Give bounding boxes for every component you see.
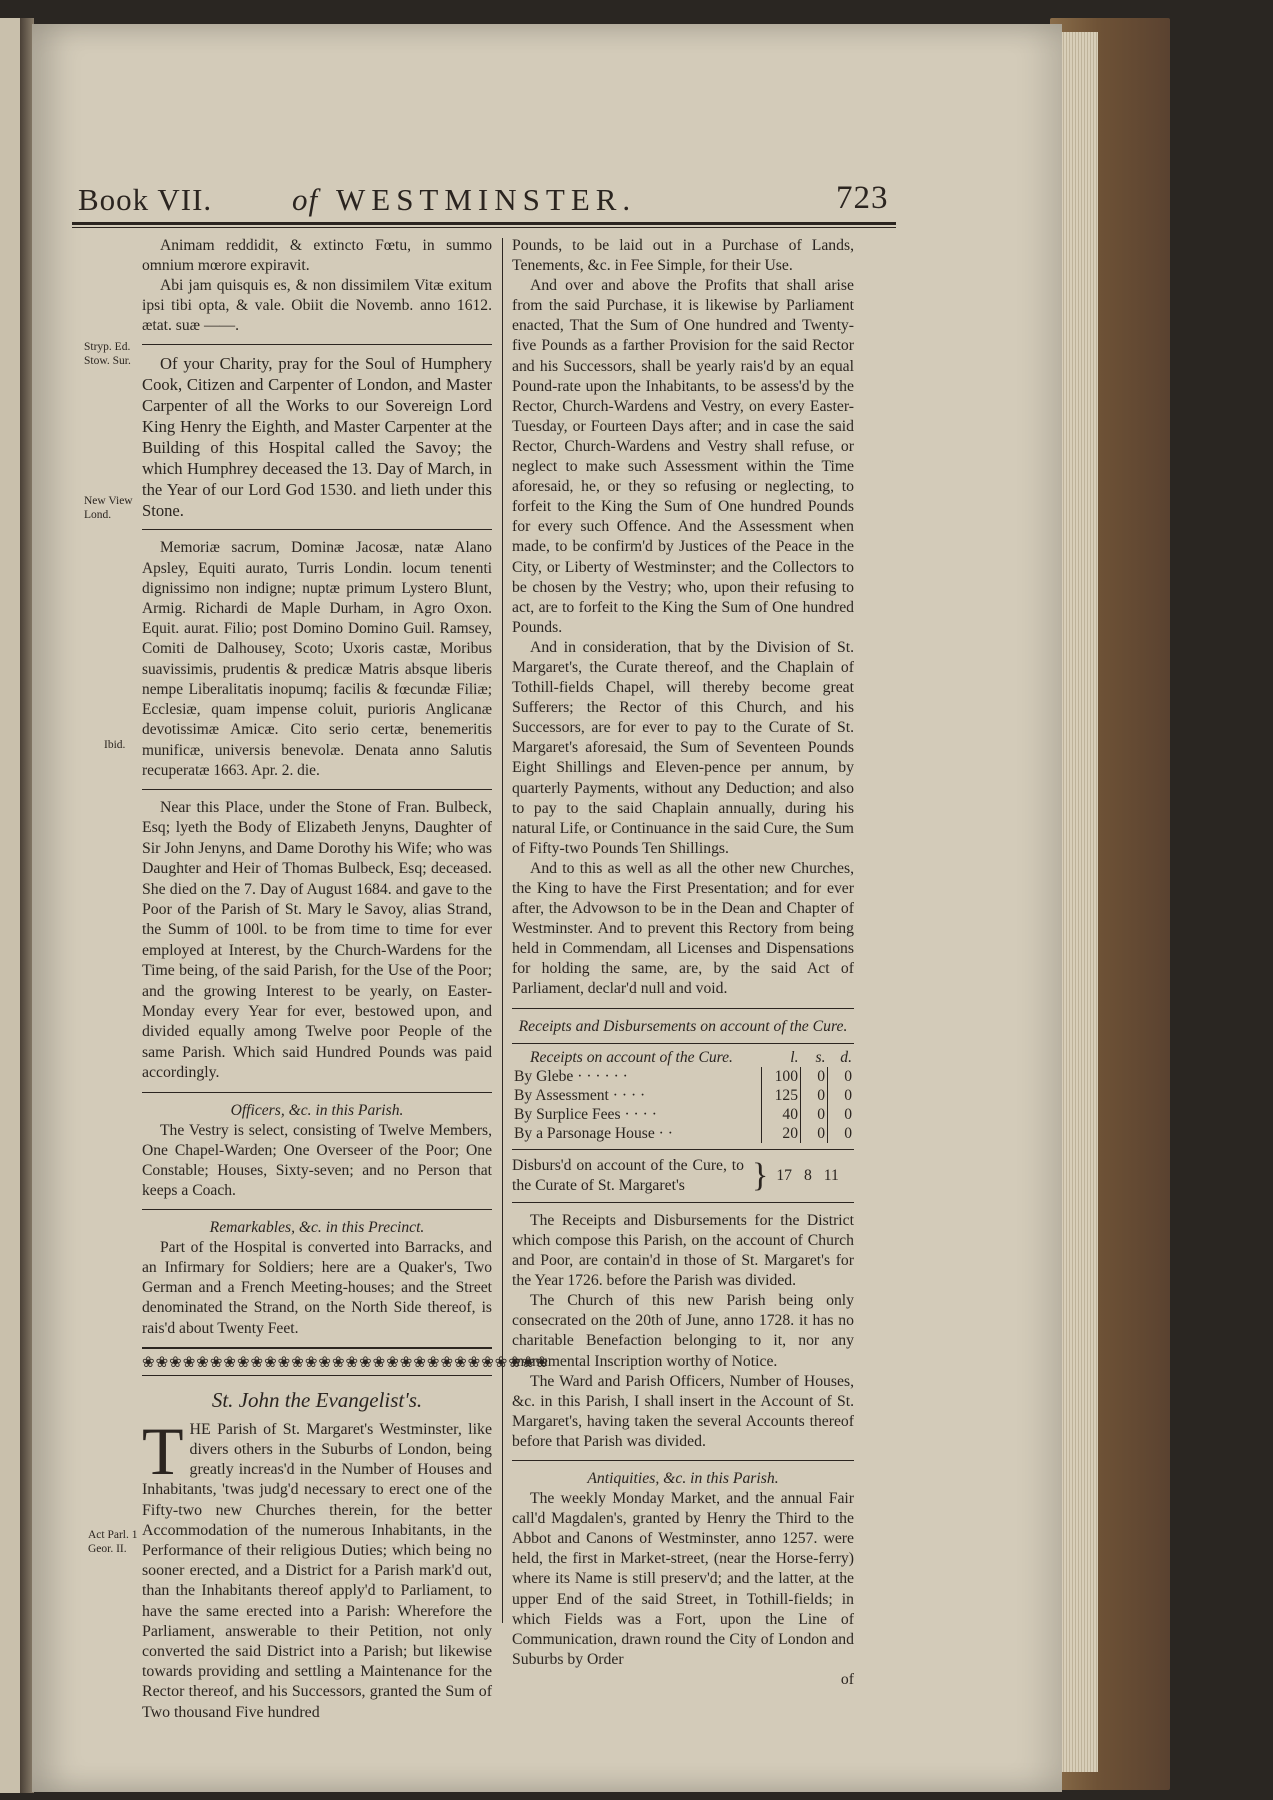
- page-edges: [1058, 32, 1098, 1772]
- table-header-cell: Receipts on account of the Cure.: [530, 1048, 733, 1066]
- rule: [142, 1347, 492, 1349]
- rule: [512, 1149, 854, 1150]
- page-number: 723: [836, 180, 889, 216]
- text-ward-officers: The Ward and Parish Officers, Number of Houses, &c. in this Parish, I shall insert in the Account of St. Margaret's, having taken the several Accounts thereof before that Parish was divided.: [512, 1372, 854, 1450]
- text-pounds: Pounds, to be laid out in a Purchase of Lands, Tenements, &c. in Fee Simple, for their Use.: [512, 237, 854, 275]
- drop-cap: T: [142, 1412, 184, 1489]
- margin-note-act: Act Parl. 1 Geor. II.: [88, 1529, 138, 1555]
- table-cell: 40: [762, 1105, 801, 1124]
- epitaph-bulbeck: Near this Place, under the Stone of Fran. Bulbeck, Esq; lyeth the Body of Elizabeth Jenyns, Daughter of Sir John Jenyns, and Dame Dorothy his Wife; who was Daughter and Heir of Thomas Bulbeck, Esq; deceased. She died on the 7. Day of August 1684. and gave to the Poor of the Parish of St. Mary le Savoy, alias Strand, the Summ of 100l. to be from time to time for ever employed at Interest, by the Church-Wardens for the Time being, of the said Parish, for the Use of the Poor; and the growing Interest to be yearly, on Easter-Monday every Year for ever, bestowed upon, and divided equally among Twelve poor People of the same Parish. Which said Hundred Pounds was paid accordingly.: [142, 798, 492, 1082]
- rule: [142, 1209, 492, 1210]
- rule: [142, 1092, 492, 1093]
- text-consecrated: The Church of this new Parish being only consecrated on the 20th of June, anno 1728. it has no charitable Benefaction belonging to it, nor any monumental Inscription worthy of Notice.: [512, 1292, 854, 1370]
- text-presentation: And to this as well as all the other new Churches, the King to have the First Presentation; and for ever after, the Advowson to be in the Dean and Chapter of Westminster. And to prevent this Rectory from being held in Commendam, all Licenses and Dispensations for holding the same, are, by the said Act of Parliament, declar'd null and void.: [512, 859, 854, 998]
- text-antiquities: The weekly Monday Market, and the annual Fair call'd Magdalen's, granted by Henry the Third to the Abbot and Canons of Westminster, anno 1257. were held, the first in Market-street, (near the Horse-ferry) where its Name is still preserv'd; and the latter, at the upper End of the said Street, in Tothill-fields; in which Fields was a Fort, upon the Line of Communication, drawn round the City of London and Suburbs by Order: [512, 1490, 854, 1668]
- margin-note-stryp: Stryp. Ed. Stow. Sur.: [84, 341, 131, 367]
- rule: [142, 789, 492, 790]
- rule: [142, 529, 492, 530]
- table-cell: 20: [762, 1124, 801, 1143]
- brace: }: [752, 1156, 769, 1194]
- table-cell: 100: [762, 1067, 801, 1086]
- previous-page-edge: [0, 18, 22, 1793]
- receipts-table: [512, 1048, 854, 1143]
- column-divider: [502, 238, 503, 1623]
- section-text: [142, 1412, 492, 1723]
- rule: [512, 1008, 854, 1009]
- table-cell: By Surplice Fees · · · ·: [514, 1105, 657, 1123]
- table-row: [512, 1067, 854, 1086]
- running-head-title: WESTMINSTER.: [336, 182, 637, 217]
- heading-antiquities: Antiquities, &c. in this Parish.: [587, 1469, 779, 1487]
- table-row: [512, 1086, 854, 1105]
- rule: [142, 1375, 492, 1376]
- heading-receipts: Receipts and Disbursements on account of the Cure.: [518, 1017, 848, 1035]
- running-head-of: of: [292, 182, 319, 217]
- ornament-band: ❀❀❀❀❀❀❀❀❀❀❀❀❀❀❀❀❀❀❀❀❀❀❀❀❀❀❀❀❀❀: [142, 1354, 550, 1371]
- rule: [142, 344, 492, 345]
- remarkables-text: Part of the Hospital is converted into Barracks, and an Infirmary for Soldiers; here are a Quaker's, Two German and a French Meeting-houses; and the Street denominated the Strand, on the North Side thereof, is rais'd about Twenty Feet.: [142, 1239, 492, 1337]
- officers-text: The Vestry is select, consisting of Twelve Members, One Chapel-Warden; One Overseer of the Poor; One Constable; Houses, Sixty-seven; and no Person that keeps a Coach.: [142, 1121, 492, 1199]
- disbursement-line: [512, 1156, 854, 1196]
- disbursement-text: Disburs'd on account of the Cure, to the Curate of St. Margaret's: [512, 1156, 744, 1194]
- rule: [512, 1043, 854, 1044]
- table-header-cell: l.: [790, 1048, 799, 1066]
- text-consideration: And in consideration, that by the Division of St. Margaret's, the Curate thereof, and the Chaplain of Tothill-fields Chapel, will thereby become great Sufferers; the Rector of this Church, and his Successors, are for ever to pay to the Curate of St. Margaret's aforesaid, the Sum of Seventeen Pounds Eight Shillings and Eleven-pence per annum, by quarterly Payments, without any Deduction; and also to pay to the said Chaplain annually, during his natural Life, or Continuance in the said Cure, the Sum of Fifty-two Pounds Ten Shillings.: [512, 638, 854, 857]
- epitaph-memoriae: Memoriæ sacrum, Dominæ Jacosæ, natæ Alano Apsley, Equiti aurato, Turris Londin. locum tenenti dignissimo non indigne; nuptæ primum Lystero Blunt, Armig. Richardi de Maple Durham, in Agro Oxon. Equit. aurat. Filio; post Domino Domino Guil. Ramsey, Comiti de Dalhousey, Scoto; Uxoris castæ, Moribus suavissimis, prudentis & predicæ Matris absque liberis nempe Liberalitatis inopumq; facilis & fœcundæ Filiæ; Ecclesiæ, quam impense coluit, purioris Anglicanæ devotissimæ Amicæ. Cito serio certæ, benemeritis munificæ, universis benevolæ. Denata anno Salutis recuperatæ 1663. Apr. 2. die.: [142, 539, 492, 779]
- rule: [512, 1460, 854, 1461]
- epitaph-abi: Abi jam quisquis es, & non dissimilem Vitæ exitum ipsi tibi opta, & vale. Obiit die Novemb. anno 1612. ætat. suæ ——.: [142, 277, 492, 335]
- header-rule-thin: [72, 227, 896, 228]
- section-heading: St. John the Evangelist's.: [211, 1387, 423, 1412]
- table-cell: By Assessment · · · ·: [514, 1086, 646, 1104]
- table-cell: 0: [801, 1105, 828, 1124]
- disbursement-amount: 17 8 11: [776, 1166, 839, 1184]
- table-header-row: [512, 1048, 854, 1067]
- table-cell: By Glebe · · · · · ·: [514, 1067, 628, 1085]
- table-cell: 0: [828, 1124, 855, 1143]
- header-rule: [72, 222, 896, 225]
- table-cell: 0: [801, 1124, 828, 1143]
- table-row: [512, 1105, 854, 1124]
- section-body: HE Parish of St. Margaret's Westminster, like divers others in the Suburbs of London, being greatly increas'd in the Number of Houses and Inhabitants, 'twas judg'd necessary to erect one of the Fifty-two new Churches therein, for the better Accommodation of the numerous Inhabitants, in the Performance of their religious Duties; which being no sooner erected, and a District for a Parish mark'd out, than the Inhabitants thereof apply'd to Parliament, to have the same erected into a Parish: Wherefore the Parliament, answerable to their Petition, not only converted the said District into a Parish; but likewise towards providing and settling a Maintenance for the Rector thereof, and his Successors, granted the Sum of Two thousand Five hundred: [142, 1420, 492, 1721]
- table-header-cell: d.: [840, 1048, 852, 1066]
- table-header-cell: s.: [815, 1048, 826, 1066]
- table-cell: 0: [801, 1067, 828, 1086]
- table-cell: 0: [828, 1086, 855, 1105]
- table-cell: By a Parsonage House · ·: [514, 1124, 673, 1142]
- left-column: [142, 236, 550, 1723]
- table-cell: 0: [828, 1067, 855, 1086]
- text-receipts-district: The Receipts and Disbursements for the District which compose this Parish, on the account of Church and Poor, are contain'd in those of St. Margaret's for the Year 1726. before the Parish was divided.: [512, 1211, 854, 1290]
- text-over-above: And over and above the Profits that shall arise from the said Purchase, it is likewise by Parliament enacted, That the Sum of One hundred and Twenty-five Pounds as a farther Provision for the said Rector and his Successors, shall be yearly rais'd by an equal Pound-rate upon the Inhabitants, to be assess'd by the Rector, Church-Wardens and Vestry, on every Easter-Tuesday, or Fourteen Days after; and in case the said Rector, Church-Wardens and Vestry shall refuse, or neglect to make such Assessment within the Time aforesaid, he, or they so refusing or neglecting, to forfeit to the King the Sum of One hundred Pounds for every such Offence. And the Assessment when made, to be confirm'd by Justices of the Peace in the City, or Liberty of Westminster; and the Collectors to be chosen by the Vestry; who, upon their refusing to act, are to forfeit to the King the Sum of One hundred Pounds.: [512, 277, 854, 636]
- heading-remarkables: Remarkables, &c. in this Precinct.: [209, 1219, 425, 1237]
- catchword: of: [840, 1670, 854, 1688]
- epitaph-cook: Of your Charity, pray for the Soul of Humphery Cook, Citizen and Carpenter of London, and Master Carpenter of all the Works to our Sovereign Lord King Henry the Eighth, and Master Carpenter at the Building of this Hospital called the Savoy; the which Humphrey deceased the 13. Day of March, in the Year of our Lord God 1530. and lieth under this Stone.: [142, 354, 492, 521]
- running-head-book: Book VII.: [78, 182, 213, 217]
- table-cell: 125: [762, 1086, 801, 1105]
- margin-note-new-view: New View Lond.: [84, 495, 133, 521]
- margin-note-ibid: Ibid.: [104, 739, 126, 751]
- right-column: [512, 236, 854, 1690]
- table-cell: 0: [828, 1105, 855, 1124]
- heading-officers: Officers, &c. in this Parish.: [230, 1101, 404, 1119]
- table-row: [512, 1124, 854, 1143]
- rule: [512, 1202, 854, 1203]
- table-cell: 0: [801, 1086, 828, 1105]
- epitaph-end: Animam reddidit, & extincto Fœtu, in summo omnium mœrore expiravit.: [142, 237, 492, 275]
